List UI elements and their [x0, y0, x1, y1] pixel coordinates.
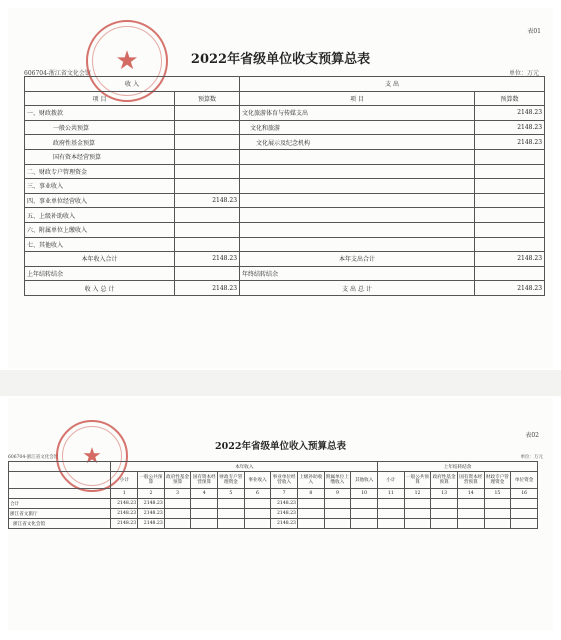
col-budget-right: 预算数	[475, 91, 545, 106]
row-subtotal: 2148.23	[138, 519, 165, 529]
unit-code: 606704-浙江省文化会馆	[24, 70, 91, 77]
expense-item	[240, 208, 475, 223]
column-number: 6	[244, 489, 271, 499]
expense-item	[240, 193, 475, 208]
expense-value: 2148.23	[475, 135, 545, 150]
column-number: 13	[431, 489, 458, 499]
table-row	[25, 281, 545, 296]
official-seal: ★	[86, 20, 168, 102]
col-item-left: 项 目	[25, 91, 175, 106]
income-item: 国有资本经营预算	[25, 149, 175, 164]
income-item: 四、事业单位经营收入	[25, 193, 175, 208]
column-number: 3	[164, 489, 191, 499]
table-row	[9, 499, 538, 509]
row-subtotal: 2148.23	[138, 499, 165, 509]
income-carryover-label: 上年结转结余	[25, 266, 175, 281]
column-number: 8	[297, 489, 324, 499]
column-header: 国有资本经营预算	[191, 472, 218, 489]
expense-item	[240, 179, 475, 194]
income-item: 六、附属单位上缴收入	[25, 222, 175, 237]
column-header: 事业单位经营收入	[271, 472, 298, 489]
col-budget-left: 预算数	[175, 91, 240, 106]
page-title: 2022年省级单位收入预算总表	[215, 441, 346, 452]
expense-value	[475, 193, 545, 208]
income-value	[175, 179, 240, 194]
income-value	[175, 222, 240, 237]
income-value	[175, 208, 240, 223]
row-total: 2148.23	[111, 509, 138, 519]
column-header: 单位资金	[511, 472, 538, 489]
income-item: 政府性基金预算	[25, 135, 175, 150]
table-row	[25, 164, 545, 179]
row-business-income: 2148.23	[271, 519, 298, 529]
income-item: 二、财政专户管理资金	[25, 164, 175, 179]
expense-item	[240, 237, 475, 252]
expense-subtotal: 2148.23	[475, 252, 545, 267]
official-seal: ★	[56, 420, 128, 492]
income-value	[175, 120, 240, 135]
expense-item	[240, 222, 475, 237]
table-number: 表02	[525, 432, 539, 439]
table-row	[25, 266, 545, 281]
table-row	[9, 509, 538, 519]
expense-value: 2148.23	[475, 106, 545, 121]
column-header: 其他收入	[351, 472, 378, 489]
table-row	[25, 149, 545, 164]
column-header: 政府性基金预算	[164, 472, 191, 489]
expense-value	[475, 237, 545, 252]
expense-total-label: 支 出 总 计	[240, 281, 475, 296]
expense-value	[475, 164, 545, 179]
income-value	[175, 135, 240, 150]
page-separator	[0, 370, 561, 396]
column-header: 附属单位上缴收入	[324, 472, 351, 489]
page-title: 2022年省级单位收支预算总表	[190, 52, 371, 67]
income-value	[175, 149, 240, 164]
row-total: 2148.23	[111, 499, 138, 509]
income-value	[175, 237, 240, 252]
income-total-label: 收 入 总 计	[25, 281, 175, 296]
table-row	[25, 237, 545, 252]
row-total: 2148.23	[111, 519, 138, 529]
budget-summary-sheet	[8, 8, 553, 368]
column-number: 11	[378, 489, 405, 499]
column-number: 14	[457, 489, 484, 499]
column-number: 9	[324, 489, 351, 499]
row-name: 浙江省文旅厅	[9, 509, 111, 519]
row-subtotal: 2148.23	[138, 509, 165, 519]
group-header-carry: 上年结转结余	[378, 462, 538, 472]
expense-value	[475, 208, 545, 223]
header-blank	[9, 462, 111, 472]
income-item: 一、财政拨款	[25, 106, 175, 121]
table-row	[25, 193, 545, 208]
income-value: 2148.23	[175, 193, 240, 208]
income-carryover	[175, 266, 240, 281]
table-row	[25, 252, 545, 267]
column-number: 2	[138, 489, 165, 499]
income-expense-table	[24, 76, 545, 296]
column-number: 16	[511, 489, 538, 499]
column-number: 1	[111, 489, 138, 499]
column-number: 7	[271, 489, 298, 499]
unit-code: 606704-浙江省文化会馆	[8, 455, 59, 460]
column-header	[9, 472, 111, 489]
income-item: 三、事业收入	[25, 179, 175, 194]
income-subtotal: 2148.23	[175, 252, 240, 267]
income-total: 2148.23	[175, 281, 240, 296]
expense-item	[240, 149, 475, 164]
column-header: 一般公共预算	[138, 472, 165, 489]
table-row	[25, 222, 545, 237]
expense-subtotal-label: 本年支出合计	[240, 252, 475, 267]
column-header: 财政专户管理资金	[218, 472, 245, 489]
column-header: 小计	[111, 472, 138, 489]
expense-carryover	[475, 266, 545, 281]
expense-item: 文化旅游体育与传媒支出	[240, 106, 475, 121]
group-header-year: 本年收入	[111, 462, 378, 472]
table-row	[25, 179, 545, 194]
column-number: 15	[484, 489, 511, 499]
income-item: 五、上级补助收入	[25, 208, 175, 223]
income-item: 一般公共预算	[25, 120, 175, 135]
expense-item: 文化和旅游	[240, 120, 475, 135]
expense-item	[240, 164, 475, 179]
column-header: 财政专户管理资金	[484, 472, 511, 489]
expense-value	[475, 179, 545, 194]
column-number: 4	[191, 489, 218, 499]
table-row	[25, 135, 545, 150]
column-number: 10	[351, 489, 378, 499]
income-value	[175, 164, 240, 179]
table-row	[25, 120, 545, 135]
expense-value	[475, 222, 545, 237]
unit-label: 单位：万元	[508, 70, 539, 77]
expense-item: 文化展示及纪念机构	[240, 135, 475, 150]
income-subtotal-label: 本年收入合计	[25, 252, 175, 267]
column-header: 一般公共预算	[404, 472, 431, 489]
income-value	[175, 106, 240, 121]
column-number	[9, 489, 111, 499]
expense-value: 2148.23	[475, 120, 545, 135]
table-row	[25, 208, 545, 223]
income-header: 收 入	[25, 77, 240, 92]
column-header: 小计	[378, 472, 405, 489]
row-name: 浙江省文化会馆	[9, 519, 111, 529]
row-business-income: 2148.23	[271, 499, 298, 509]
row-business-income: 2148.23	[271, 509, 298, 519]
unit-label: 单位：万元	[520, 455, 543, 460]
column-number: 5	[218, 489, 245, 499]
expense-total: 2148.23	[475, 281, 545, 296]
income-item: 七、其他收入	[25, 237, 175, 252]
table-number: 表01	[527, 28, 541, 35]
income-budget-table	[8, 461, 538, 529]
income-budget-sheet	[8, 398, 553, 630]
expense-value	[475, 149, 545, 164]
column-header: 政府性基金预算	[431, 472, 458, 489]
column-header: 上级补助收入	[297, 472, 324, 489]
expense-carryover-label: 年终结转结余	[240, 266, 475, 281]
table-row	[9, 519, 538, 529]
column-header: 国有资本经营预算	[457, 472, 484, 489]
col-item-right: 项 目	[240, 91, 475, 106]
expense-header: 支 出	[240, 77, 545, 92]
table-row	[25, 106, 545, 121]
row-name: 合计	[9, 499, 111, 509]
column-number: 12	[404, 489, 431, 499]
column-header: 事业收入	[244, 472, 271, 489]
